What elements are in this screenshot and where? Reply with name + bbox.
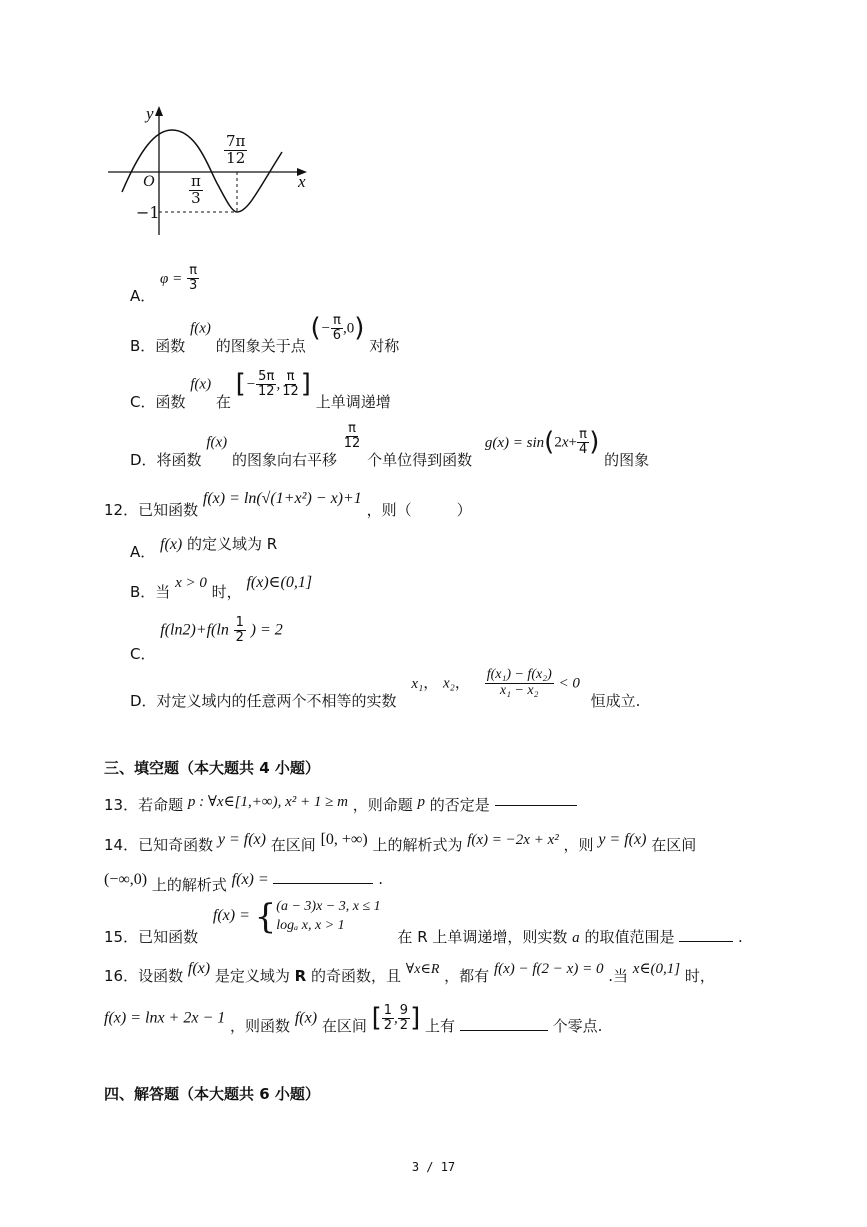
q11-option-d: D．将函数 f(x) 的图象向右平移 $\frac{\pi}{12}$ 个单位得到函数 g(x) = sin(2x+ $\frac{\pi}{4}$ ) 的图象	[130, 421, 650, 469]
page-number: 3 / 17	[411, 1160, 456, 1174]
section-fill-in-heading: 三、填空题（本大题共 4 小题）	[104, 759, 320, 777]
sine-graph-svg	[100, 100, 315, 240]
q14-line1: 14．已知奇函数 y = f(x) 在区间 [0, +∞) 上的解析式为 f(x) = −2x + x² ，则 y = f(x) 在区间	[104, 831, 697, 854]
q11-option-b: B．函数 f(x) 的图象关于点 (− $\frac{\pi}{6}$ ,0) 对称	[130, 313, 400, 355]
q12-option-b: B．当 x > 0 时， f(x)∈(0,1]	[130, 574, 313, 601]
q16-line1: 16．设函数 f(x) 是定义域为 R 的奇函数，且 ∀x∈R ，都有 f(x) − f(2 − x) = 0 .当 x∈(0,1] 时，	[104, 960, 715, 985]
graph-7pi-over-12-label: $\frac{7\pi}{12}$	[226, 132, 246, 167]
y-axis-arrow	[155, 106, 163, 116]
section-solution-heading: 四、解答题（本大题共 6 小题）	[104, 1085, 320, 1103]
q16-answer-blank[interactable]	[460, 1030, 548, 1031]
q12-option-a: A． f(x) 的定义域为 R	[130, 535, 278, 561]
sine-graph	[100, 100, 315, 240]
q12-option-d: D．对定义域内的任意两个不相等的实数 x₁， x₂， $\frac{\text{f(x₁) − f(x₂)}}{\text{x₁ − x₂}}$ < 0 恒成立.	[130, 667, 641, 710]
graph-y-label: y	[146, 104, 154, 123]
q15: 15．已知函数 f(x) = { (a − 3)x − 3, x ≤ 1 logₐ x, x > 1 在 R 上单调递增，则实数 a 的取值范围是 .	[104, 896, 743, 946]
q16-line2: f(x) = lnx + 2x − 1 ，则函数 f(x) 在区间 [ $\frac{1}{2}$ , $\frac{9}{2}$ ] 上有 个零点.	[104, 1003, 603, 1035]
q12-stem: 12．已知函数 f(x) = ln(√(1+x²) − x)+1 ，则（ ）	[104, 490, 472, 519]
q15-answer-blank[interactable]	[679, 941, 733, 942]
q13: 13．若命题 p : ∀x∈[1,+∞), x² + 1 ≥ m ，则命题 p 的否定是	[104, 790, 577, 811]
q13-answer-blank[interactable]	[495, 805, 577, 806]
graph-neg-one-label: −1	[136, 203, 160, 222]
q11-option-a: A． φ = $\frac{\pi}{3}$	[130, 263, 198, 305]
graph-pi-over-3-label: $\frac{\pi}{3}$	[191, 172, 201, 207]
q14-line2: (−∞,0) 上的解析式 f(x) = .	[104, 870, 384, 894]
graph-x-label: x	[298, 172, 306, 191]
q12-option-c: C． f(ln2)+f(ln $\frac{1}{2}$ ) = 2	[130, 615, 283, 663]
graph-origin-label: O	[143, 173, 155, 190]
q14-answer-blank[interactable]	[273, 883, 373, 884]
q11-option-c: C．函数 f(x) 在 [− $\frac{5\pi}{12}$ , $\frac{\pi}{12}$ ] 上单调递增	[130, 369, 391, 411]
